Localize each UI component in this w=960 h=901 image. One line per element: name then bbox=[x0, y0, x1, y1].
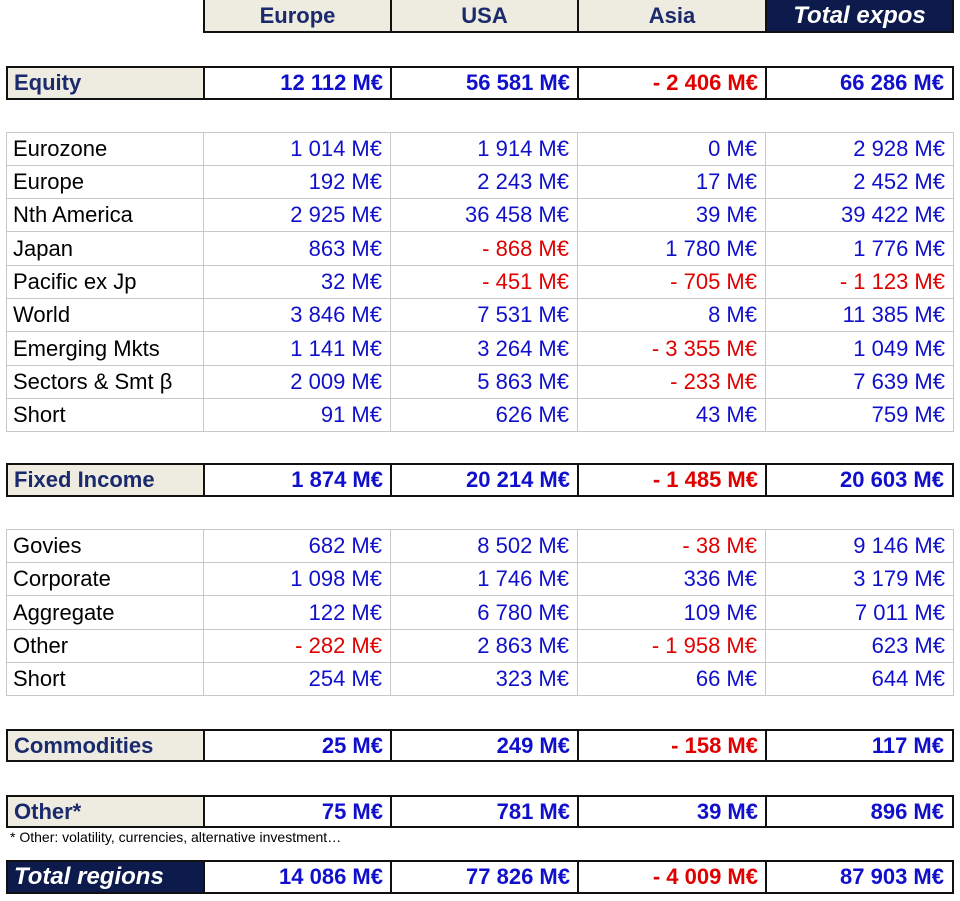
cell-europe: 192 M€ bbox=[203, 166, 391, 199]
row-label: Japan bbox=[6, 232, 204, 266]
cell-usa: 1 914 M€ bbox=[390, 132, 578, 166]
total-regions-row bbox=[0, 860, 960, 894]
fixed-income-label: Fixed Income bbox=[6, 463, 204, 497]
equity-asia: - 2 406 M€ bbox=[577, 66, 766, 100]
fixed-income-asia: - 1 485 M€ bbox=[577, 463, 766, 497]
commodities-asia: - 158 M€ bbox=[577, 729, 766, 762]
cell-total: - 1 123 M€ bbox=[765, 266, 954, 299]
table-row bbox=[0, 332, 960, 366]
cell-total: 644 M€ bbox=[765, 663, 954, 696]
cell-europe: - 282 M€ bbox=[203, 630, 391, 663]
cell-asia: - 233 M€ bbox=[577, 366, 766, 399]
cell-usa: 6 780 M€ bbox=[390, 596, 578, 630]
cell-asia: 66 M€ bbox=[577, 663, 766, 696]
table-row bbox=[0, 232, 960, 266]
cell-usa: - 868 M€ bbox=[390, 232, 578, 266]
cell-europe: 682 M€ bbox=[203, 529, 391, 563]
col-header-asia: Asia bbox=[577, 0, 767, 33]
commodities-usa: 249 M€ bbox=[390, 729, 578, 762]
cell-total: 2 452 M€ bbox=[765, 166, 954, 199]
cell-asia: 109 M€ bbox=[577, 596, 766, 630]
cell-total: 9 146 M€ bbox=[765, 529, 954, 563]
fixed-income-europe: 1 874 M€ bbox=[203, 463, 391, 497]
total-regions-usa: 77 826 M€ bbox=[390, 860, 578, 894]
other-asia: 39 M€ bbox=[577, 795, 766, 828]
col-header-europe: Europe bbox=[203, 0, 392, 33]
total-regions-europe: 14 086 M€ bbox=[203, 860, 391, 894]
row-label: Corporate bbox=[6, 563, 204, 596]
cell-total: 759 M€ bbox=[765, 399, 954, 432]
cell-europe: 254 M€ bbox=[203, 663, 391, 696]
cell-europe: 1 141 M€ bbox=[203, 332, 391, 366]
table-row bbox=[0, 299, 960, 332]
footnote: * Other: volatility, currencies, alternative investment… bbox=[10, 829, 342, 845]
cell-total: 7 639 M€ bbox=[765, 366, 954, 399]
row-label: Aggregate bbox=[6, 596, 204, 630]
cell-usa: 323 M€ bbox=[390, 663, 578, 696]
cell-total: 39 422 M€ bbox=[765, 199, 954, 232]
row-label: Pacific ex Jp bbox=[6, 266, 204, 299]
total-regions-label: Total regions bbox=[6, 860, 204, 894]
cell-europe: 1 098 M€ bbox=[203, 563, 391, 596]
row-label: Govies bbox=[6, 529, 204, 563]
fixed-income-total: 20 603 M€ bbox=[765, 463, 954, 497]
cell-usa: 36 458 M€ bbox=[390, 199, 578, 232]
table-row bbox=[0, 366, 960, 399]
cell-usa: 5 863 M€ bbox=[390, 366, 578, 399]
commodities-total: 117 M€ bbox=[765, 729, 954, 762]
cell-total: 7 011 M€ bbox=[765, 596, 954, 630]
cell-asia: - 1 958 M€ bbox=[577, 630, 766, 663]
cell-asia: - 3 355 M€ bbox=[577, 332, 766, 366]
cell-europe: 2 009 M€ bbox=[203, 366, 391, 399]
table-row bbox=[0, 132, 960, 166]
cell-asia: 1 780 M€ bbox=[577, 232, 766, 266]
cell-asia: 43 M€ bbox=[577, 399, 766, 432]
table-row bbox=[0, 529, 960, 563]
other-summary-row bbox=[0, 795, 960, 828]
total-regions-total: 87 903 M€ bbox=[765, 860, 954, 894]
cell-europe: 32 M€ bbox=[203, 266, 391, 299]
cell-usa: 2 243 M€ bbox=[390, 166, 578, 199]
row-label: World bbox=[6, 299, 204, 332]
commodities-label: Commodities bbox=[6, 729, 204, 762]
row-label: Other bbox=[6, 630, 204, 663]
other-usa: 781 M€ bbox=[390, 795, 578, 828]
row-label: Short bbox=[6, 663, 204, 696]
table-row bbox=[0, 596, 960, 630]
table-row bbox=[0, 663, 960, 696]
column-header-row bbox=[0, 0, 960, 33]
cell-asia: 8 M€ bbox=[577, 299, 766, 332]
cell-europe: 3 846 M€ bbox=[203, 299, 391, 332]
equity-usa: 56 581 M€ bbox=[390, 66, 578, 100]
cell-europe: 1 014 M€ bbox=[203, 132, 391, 166]
cell-europe: 863 M€ bbox=[203, 232, 391, 266]
cell-usa: 626 M€ bbox=[390, 399, 578, 432]
cell-usa: 8 502 M€ bbox=[390, 529, 578, 563]
cell-total: 1 049 M€ bbox=[765, 332, 954, 366]
table-row bbox=[0, 166, 960, 199]
col-header-usa: USA bbox=[390, 0, 579, 33]
row-label: Emerging Mkts bbox=[6, 332, 204, 366]
cell-asia: - 705 M€ bbox=[577, 266, 766, 299]
other-label: Other* bbox=[6, 795, 204, 828]
cell-usa: 3 264 M€ bbox=[390, 332, 578, 366]
cell-usa: 7 531 M€ bbox=[390, 299, 578, 332]
table-row bbox=[0, 399, 960, 432]
other-total: 896 M€ bbox=[765, 795, 954, 828]
cell-asia: 336 M€ bbox=[577, 563, 766, 596]
table-row bbox=[0, 630, 960, 663]
cell-usa: 1 746 M€ bbox=[390, 563, 578, 596]
equity-label: Equity bbox=[6, 66, 204, 100]
fixed-income-usa: 20 214 M€ bbox=[390, 463, 578, 497]
commodities-europe: 25 M€ bbox=[203, 729, 391, 762]
table-row bbox=[0, 266, 960, 299]
other-europe: 75 M€ bbox=[203, 795, 391, 828]
cell-europe: 91 M€ bbox=[203, 399, 391, 432]
cell-usa: - 451 M€ bbox=[390, 266, 578, 299]
cell-asia: 0 M€ bbox=[577, 132, 766, 166]
cell-europe: 2 925 M€ bbox=[203, 199, 391, 232]
cell-asia: 17 M€ bbox=[577, 166, 766, 199]
fixed-income-summary-row bbox=[0, 463, 960, 497]
commodities-summary-row bbox=[0, 729, 960, 762]
cell-usa: 2 863 M€ bbox=[390, 630, 578, 663]
row-label: Europe bbox=[6, 166, 204, 199]
cell-total: 11 385 M€ bbox=[765, 299, 954, 332]
cell-total: 3 179 M€ bbox=[765, 563, 954, 596]
equity-europe: 12 112 M€ bbox=[203, 66, 391, 100]
equity-total: 66 286 M€ bbox=[765, 66, 954, 100]
cell-total: 2 928 M€ bbox=[765, 132, 954, 166]
total-regions-asia: - 4 009 M€ bbox=[577, 860, 766, 894]
table-row bbox=[0, 199, 960, 232]
row-label: Eurozone bbox=[6, 132, 204, 166]
table-row bbox=[0, 563, 960, 596]
cell-europe: 122 M€ bbox=[203, 596, 391, 630]
equity-summary-row bbox=[0, 66, 960, 100]
cell-total: 1 776 M€ bbox=[765, 232, 954, 266]
row-label: Short bbox=[6, 399, 204, 432]
row-label: Sectors & Smt β bbox=[6, 366, 204, 399]
cell-asia: - 38 M€ bbox=[577, 529, 766, 563]
cell-asia: 39 M€ bbox=[577, 199, 766, 232]
cell-total: 623 M€ bbox=[765, 630, 954, 663]
col-header-total: Total expos bbox=[765, 0, 954, 33]
row-label: Nth America bbox=[6, 199, 204, 232]
